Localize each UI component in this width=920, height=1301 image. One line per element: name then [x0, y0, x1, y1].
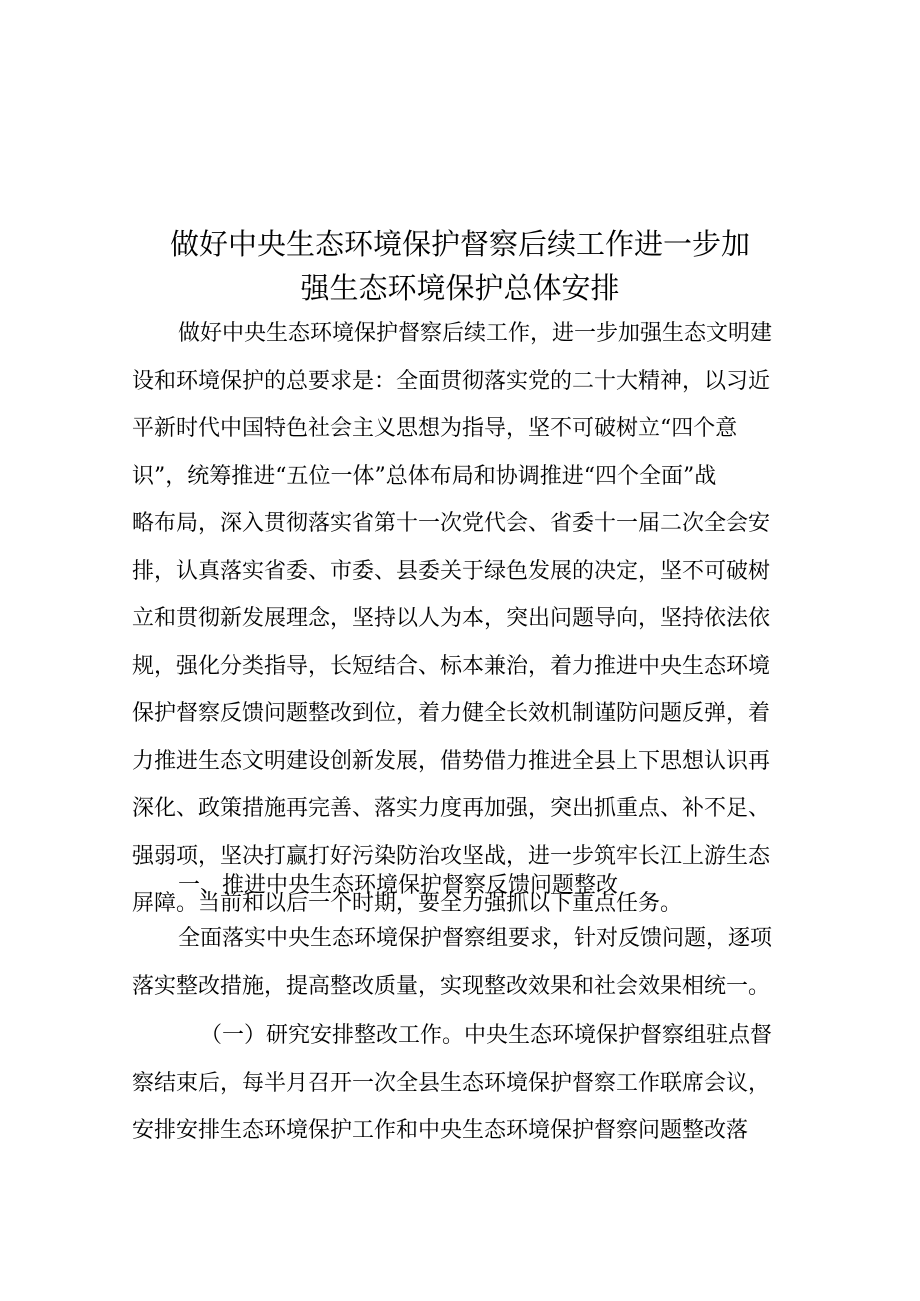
section-heading-text: 一、推进中央生态环境保护督察反馈问题整改	[178, 873, 619, 898]
paragraph-line: 落实整改措施，提高整改质量，实现整改效果和社会效果相统一。	[132, 973, 771, 999]
paragraph-line: 做好中央生态环境保护督察后续工作，进一步加强生态文明建	[178, 321, 773, 346]
paragraph-section-1	[132, 915, 798, 1010]
title-line-2: 强生态环境保护总体安排	[300, 271, 620, 305]
paragraph-line: 立和贯彻新发展理念，坚持以人为本，突出问题导向，坚持依法依	[132, 606, 771, 631]
paragraph-line: 察结束后，每半月召开一次全县生态环境保护督察工作联席会议，	[132, 1070, 771, 1096]
paragraph-line: 强弱项，坚决打赢打好污染防治攻坚战，进一步筑牢长江上游生态	[132, 843, 771, 869]
paragraph-line: 略布局，深入贯彻落实省第十一次党代会、省委十一届二次全会安	[132, 511, 771, 536]
paragraph-subsection-1	[132, 1012, 798, 1155]
title-line-1: 做好中央生态环境保护督察后续工作进一步加	[169, 227, 750, 261]
paragraph-line: 规，强化分类指导，长短结合、标本兼治，着力推进中央生态环境	[132, 653, 771, 679]
paragraph-line: 深化、政策措施再完善、落实力度再加强，突出抓重点、补不足、	[132, 796, 771, 821]
document-title	[130, 222, 790, 310]
paragraph-line: 屏障。当前和以后一个时期，要全力强抓以下重点任务。	[132, 891, 683, 916]
paragraph-line: 平新时代中国特色社会主义思想为指导，坚不可破树立“四个意	[132, 416, 738, 441]
paragraph-line: （一）研究安排整改工作。中央生态环境保护督察组驻点督	[200, 1023, 773, 1048]
paragraph-line: 安排安排生态环境保护工作和中央生态环境保护督察问题整改落	[132, 1118, 749, 1143]
paragraph-line: 设和环境保护的总要求是：全面贯彻落实党的二十大精神，以习近	[132, 368, 771, 394]
paragraph-line: 排，认真落实省委、市委、县委关于绿色发展的决定，坚不可破树	[132, 558, 771, 584]
paragraph-line: 力推进生态文明建设创新发展，借势借力推进全县上下思想认识再	[132, 748, 771, 774]
section-heading-1	[132, 862, 798, 910]
paragraph-line: 识”，统筹推进“五位一体”总体布局和协调推进“四个全面”战	[132, 463, 717, 489]
paragraph-line: 全面落实中央生态环境保护督察组要求，针对反馈问题，逐项	[178, 926, 773, 951]
paragraph-intro	[132, 310, 798, 928]
paragraph-line: 保护督察反馈问题整改到位，着力健全长效机制谨防问题反弹，着	[132, 701, 771, 726]
